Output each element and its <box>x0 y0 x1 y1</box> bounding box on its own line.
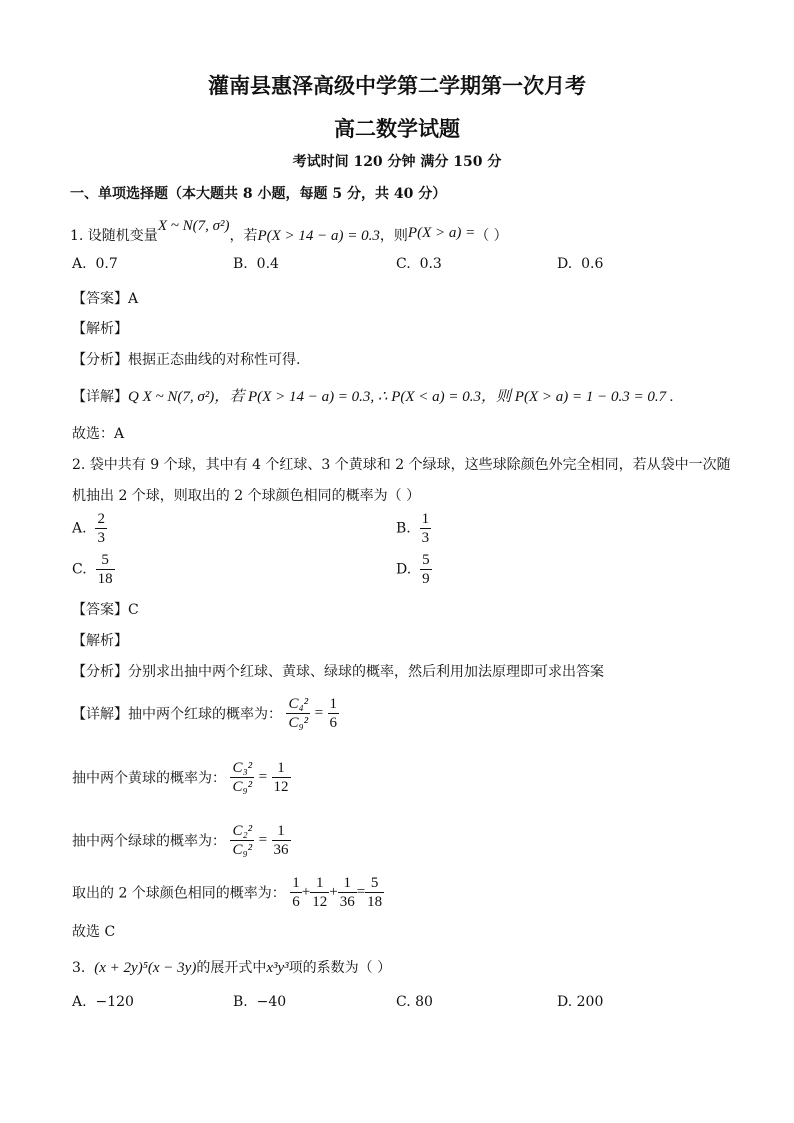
q1-distribution: X ~ N(7, σ²) <box>157 218 230 234</box>
q2-fenxi: 【分析】分别求出抽中两个红球、黄球、绿球的概率，然后利用加法原理即可求出答案 <box>72 664 604 680</box>
q3-option-a: A. −120 <box>72 994 134 1010</box>
q3-option-c: C. 80 <box>396 994 433 1010</box>
q2-stem-line1: 2. 袋中共有 9 个球，其中有 4 个红球、3 个黄球和 2 个绿球，这些球除颜色外完全相同，若从袋中一次随 <box>72 457 731 473</box>
q1-option-d: D. 0.6 <box>557 256 604 272</box>
q2-option-c: C. $\frac{5}{18}$ <box>72 552 113 587</box>
q1-option-a: A. 0.7 <box>72 256 118 272</box>
q3-term: x³y³ <box>266 960 289 976</box>
q2-choose: 故选 C <box>72 924 116 940</box>
q1-option-b: B. 0.4 <box>233 256 279 272</box>
q1-detail-tag: 【详解】 <box>72 389 128 405</box>
q2-green-line: 抽中两个绿球的概率为： $\frac{\text{C₂²}}{\text{C₉²}}$ = $\frac{1}{36}$ <box>72 823 289 858</box>
q2-analysis-tag: 【解析】 <box>72 633 128 649</box>
exam-info: 考试时间 120 分钟 满分 150 分 <box>292 154 502 170</box>
q1-stem <box>70 218 508 245</box>
q3-option-d: D. 200 <box>557 994 604 1010</box>
q1-fenxi: 【分析】根据正态曲线的对称性可得. <box>72 352 301 368</box>
q3-stem: 3. (x + 2y)⁵(x − 3y)的展开式中x³y³项的系数为（ ） <box>72 960 392 976</box>
q2-option-b: B. $\frac{1}{3}$ <box>396 511 430 546</box>
q3-option-b: B. −40 <box>233 994 287 1010</box>
q1-blank: （ ） <box>475 228 508 244</box>
q1-detail <box>72 385 674 406</box>
q1-detail-math: Q X ~ N(7, σ²)，若 P(X > 14 − a) = 0.3, ∴ P(X < a) = 0.3，则 P(X > a) = 1 − 0.3 = 0.7 . <box>128 389 674 405</box>
q1-answer: 【答案】A <box>72 291 139 307</box>
q1-prefix: 1. 设随机变量 <box>70 228 158 244</box>
q1-option-c: C. 0.3 <box>396 256 442 272</box>
q2-option-a: A. $\frac{2}{3}$ <box>72 511 105 546</box>
q1-cond-prefix: ，若 <box>229 228 258 244</box>
q1-condition: P(X > 14 − a) = 0.3 <box>257 228 380 244</box>
q2-yellow-line: 抽中两个黄球的概率为： $\frac{\text{C₃²}}{\text{C₉²}}$ = $\frac{1}{12}$ <box>72 760 289 795</box>
q2-stem-line2: 机抽出 2 个球，则取出的 2 个球颜色相同的概率为（ ） <box>72 488 421 504</box>
q2-option-d: D. $\frac{5}{9}$ <box>396 552 430 587</box>
q1-analysis-tag: 【解析】 <box>72 321 128 337</box>
q2-sum-line: 取出的 2 个球颜色相同的概率为： $\frac{1}{6}$ + $\frac{1}{12}$ + $\frac{1}{36}$ = $\frac{5}{18}$ <box>72 875 383 910</box>
q1-ask-prefix: ，则 <box>379 228 408 244</box>
q2-answer: 【答案】C <box>72 602 139 618</box>
q3-expression: (x + 2y)⁵(x − 3y) <box>94 960 197 976</box>
q1-ask: P(X > a) = <box>407 225 476 241</box>
exam-subtitle: 高二数学试题 <box>334 117 460 141</box>
q1-choose: 故选：A <box>72 426 125 442</box>
exam-title: 灌南县惠泽高级中学第二学期第一次月考 <box>208 74 586 98</box>
section-heading: 一、单项选择题（本大题共 8 小题，每题 5 分，共 40 分） <box>70 186 447 202</box>
q2-red-line: 【详解】抽中两个红球的概率为： $\frac{\text{C₄²}}{\text{C₉²}}$ = $\frac{1}{6}$ <box>72 696 338 731</box>
